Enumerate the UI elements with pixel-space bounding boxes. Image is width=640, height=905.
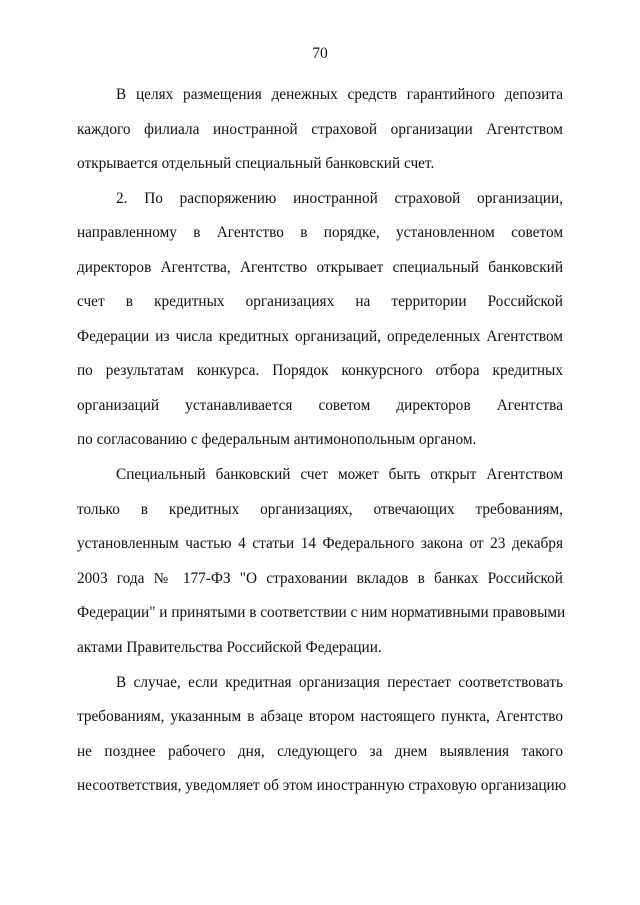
paragraph-1-line-3: открывается отдельный специальный банковский счет. <box>77 155 435 172</box>
paragraph-4-line-4: несоответствия, уведомляет об этом иностранную страховую организацию <box>77 777 567 794</box>
paragraph-2-line-4: счет в кредитных организациях на территории Российской <box>77 293 563 310</box>
paragraph-3-line-3: установленным частью 4 статьи 14 Федерального закона от 23 декабря <box>77 535 563 552</box>
paragraph-2-line-8: по согласованию с федеральным антимонопольным органом. <box>77 431 477 448</box>
paragraph-2-line-2: направленному в Агентство в порядке, установленном советом <box>77 224 563 241</box>
paragraph-1-line-1: В целях размещения денежных средств гарантийного депозита <box>116 86 563 103</box>
paragraph-4-line-3: не позднее рабочего дня, следующего за днем выявления такого <box>77 743 563 760</box>
paragraph-3-line-6: актами Правительства Российской Федерации. <box>77 639 382 656</box>
paragraph-2-line-5: Федерации из числа кредитных организаций, определенных Агентством <box>77 328 563 345</box>
paragraph-3-line-1: Специальный банковский счет может быть открыт Агентством <box>116 466 563 483</box>
paragraph-1-line-2: каждого филиала иностранной страховой организации Агентством <box>77 121 563 138</box>
paragraph-2-line-1: 2. По распоряжению иностранной страховой организации, <box>116 190 563 207</box>
page-number: 70 <box>312 45 328 62</box>
paragraph-2-line-7: организаций устанавливается советом директоров Агентства <box>77 397 563 414</box>
paragraph-2-line-3: директоров Агентства, Агентство открывает специальный банковский <box>77 259 563 276</box>
paragraph-3-line-4: 2003 года № 177-ФЗ "О страховании вкладов в банках Российской <box>77 570 563 587</box>
paragraph-2-line-6: по результатам конкурса. Порядок конкурсного отбора кредитных <box>77 362 563 379</box>
paragraph-3-line-2: только в кредитных организациях, отвечающих требованиям, <box>77 501 563 518</box>
paragraph-4-line-2: требованиям, указанным в абзаце втором настоящего пункта, Агентство <box>77 708 563 725</box>
paragraph-3-line-5: Федерации" и принятыми в соответствии с ним нормативными правовыми <box>77 604 566 621</box>
paragraph-4-line-1: В случае, если кредитная организация перестает соответствовать <box>116 674 563 691</box>
